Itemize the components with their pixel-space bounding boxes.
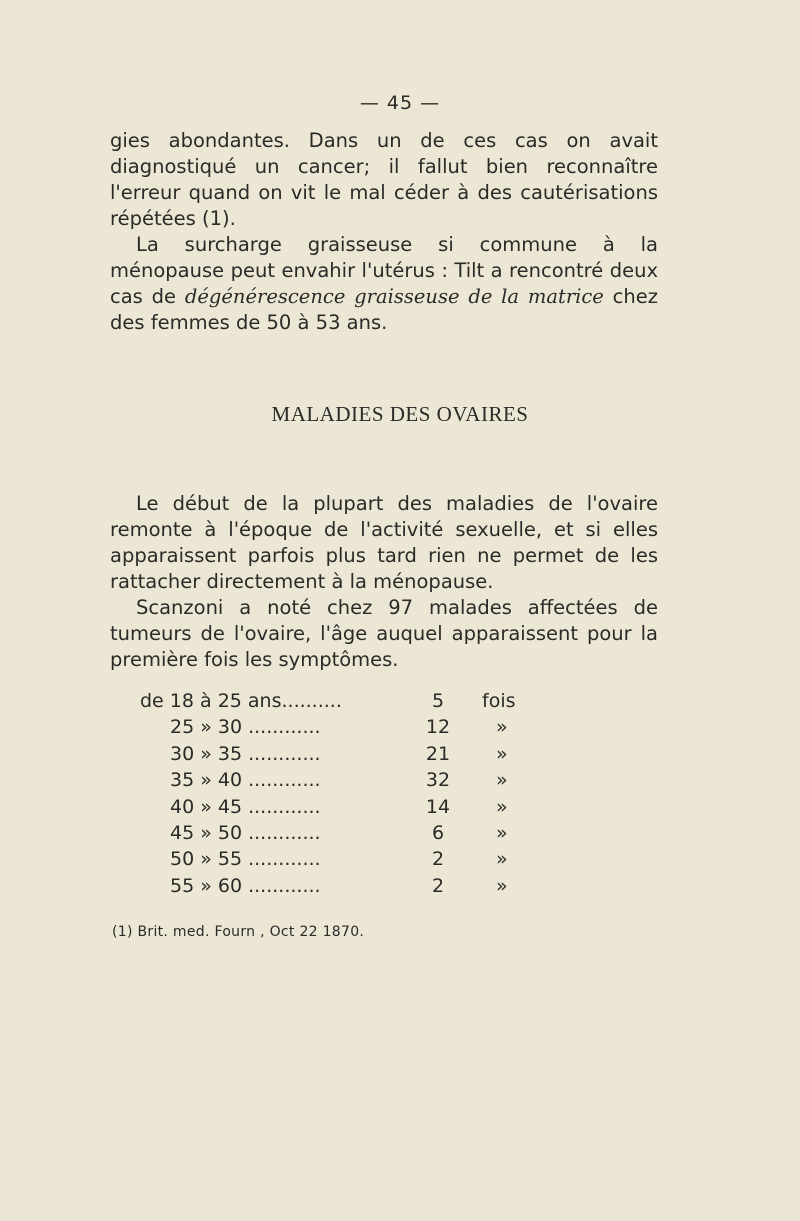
table-row (140, 716, 560, 742)
table-row (140, 743, 560, 769)
table-row (140, 875, 560, 901)
age-range: 50 » 55 ............ (170, 848, 321, 871)
paragraph-text: chez des femmes de 50 à 53 ans. (110, 285, 658, 334)
table-row (140, 796, 560, 822)
ditto-mark: » (496, 795, 508, 818)
page-number: — 45 — (359, 92, 441, 114)
footnote: (1) Brit. med. Fourn , Oct 22 1870. (112, 924, 365, 940)
age-range: 45 » 50 ............ (170, 821, 321, 844)
age-range: 25 » 30 ............ (170, 716, 321, 739)
text-block-uterus (110, 128, 658, 336)
age-statistics-table (140, 690, 560, 901)
paragraph: gies abondantes. Dans un de ces cas on avait diagnostiqué un cancer; il fallut bien reconnaître l'erreur quand on vit le mal céder à des cautérisations répétées (1). (110, 129, 658, 230)
case-count: 12 (425, 716, 451, 739)
age-range: 30 » 35 ............ (170, 742, 321, 765)
unit-label: fois (482, 690, 516, 712)
table-row (140, 769, 560, 795)
paragraph (110, 232, 658, 336)
ditto-mark: » (496, 821, 508, 844)
case-count: 21 (425, 742, 451, 765)
paragraph-text: La surcharge graisseuse si commune à la ménopause peut envahir l'utérus : Tilt a rencontré deux cas de (110, 233, 658, 308)
case-count: 32 (425, 769, 451, 792)
paragraph: Scanzoni a noté chez 97 malades affectées de tumeurs de l'ovaire, l'âge auquel apparaissent pour la première fois les symptômes. (110, 596, 658, 671)
table-row (140, 690, 560, 716)
case-count: 2 (431, 848, 445, 871)
case-count: 6 (431, 821, 445, 844)
age-range: 35 » 40 ............ (170, 769, 321, 792)
age-range: 55 » 60 ............ (170, 874, 321, 897)
table-row (140, 822, 560, 848)
age-range: 40 » 45 ............ (170, 795, 321, 818)
case-count: 5 (431, 690, 445, 712)
case-count: 14 (425, 795, 451, 818)
ditto-mark: » (496, 716, 508, 739)
ditto-mark: » (496, 742, 508, 765)
section-title: MALADIES DES OVAIRES (271, 402, 529, 426)
ditto-mark: » (496, 848, 508, 871)
ditto-mark: » (496, 769, 508, 792)
case-count: 2 (431, 874, 445, 897)
text-block-ovaries (110, 491, 658, 673)
table-row (140, 848, 560, 874)
italic-term: dégénérescence graisseuse de la matrice (184, 285, 604, 308)
paragraph: Le début de la plupart des maladies de l'ovaire remonte à l'époque de l'activité sexuelle, et si elles apparaissent parfois plus tard rien ne permet de les rattacher directement à la ménopause. (110, 492, 658, 593)
age-range: de 18 à 25 ans.......... (140, 690, 342, 712)
ditto-mark: » (496, 874, 508, 897)
